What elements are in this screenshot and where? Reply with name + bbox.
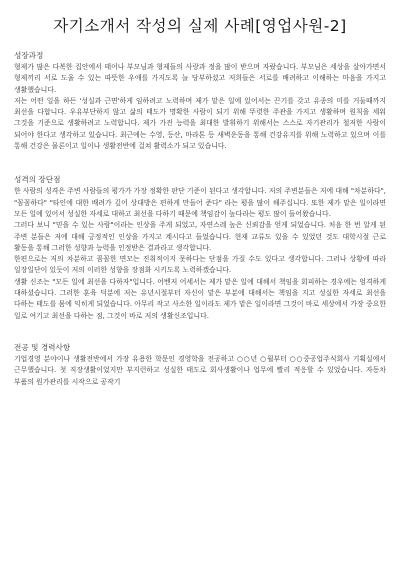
paragraph: 생활 신조는 "모든 일에 최선을 다하자"입니다. 어벤저 어세서는 제가 맡은 일에 대해서 책임을 회피하는 경우에는 엄격하게 대하셨습니다. 그러한 훈육 덕분에 저는 유년시절부터 자신이 맡은 부분에 대해서는 책임을 지고 성실한 자세로 최선을 다하는 태도를 몸에 익히게 되었습니다. 아무리 작고 사소한 일이라도 제가 맡은 일이라면 그것이 바로 세상에서 가장 중요한 일로 여기고 최선을 다하는 점, 그것이 바로 저의 생활신조입니다. — [14, 277, 386, 320]
document-title: 자기소개서 작성의 실제 사례[영업사원-2] — [53, 17, 347, 35]
paragraph: 그러다 보니 "믿을 수 있는 사람"이라는 인상을 주게 되었고, 자연스레 높은 신뢰감을 얻게 되었습니다. 처음 한 번 알게 된 주변 분들은 저에 대해 긍정적인 인상을 가지고 계시다고 들었습니다. 현재 교류도 있을 수 있었던 것도 대학시절 근로 활동을 통해 그러한 성향과 능력을 인정받은 결과라고 생각합니다. — [14, 221, 386, 252]
section-body — [14, 186, 386, 322]
paragraph: 형제가 많은 다복한 집안에서 태어나 부모님과 형제들의 사랑과 정을 많이 받으며 자랐습니다. 부모님은 세상을 살아가면서 형제끼리 서로 도울 수 있는 따뜻한 우애를 가지도록 늘 당부하셨고 저희들은 서로를 배려하고 이해하는 마음을 가지고 생활했습니다. — [14, 63, 386, 94]
paragraph: 저는 어떤 일을 하든 '성실과 근면'하게 임하려고 노력하며 제가 맡은 일에 있어서는 끈기를 갖고 유종의 미를 거둘때까지 최선을 다합니다. 우유부단하지 않고 삶의 태도가 명확한 사람이 되기 위해 뚜렷한 주관을 가지고 생활하며 원칙을 세워 그것을 기준으로 생활하려고 노력합니다. 제가 가진 능력을 최대한 발휘하기 위해서는 스스로 자기관리가 철저한 사람이 되어야 한다고 생각하고 있습니다. 최근에는 수영, 등산, 마라톤 등 새벽운동을 통해 건강유지를 위해 노력하고 있으며 이를 통해 건강은 물론이고 일이나 생활전반에 걸쳐 활력소가 되고 있습니다. — [14, 96, 386, 151]
section-body — [14, 62, 386, 152]
section-heading: 전공 및 경력사항 — [14, 342, 71, 352]
paragraph: 한편으로는 저의 차분하고 꼼꼼한 면모는 진취적이지 못하다는 단점을 가질 수도 있다고 생각합니다. 그러나 상황에 따라 일장일단이 있듯이 저의 이러한 성향을 장점화 시키도록 노력하겠습니다. — [14, 255, 386, 275]
paragraph: 한 사람의 성격은 주변 사람들의 평가가 가장 정확한 판단 기준이 된다고 생각합니다. 저의 주변분들은 저에 대해 "차분하다", "꼼꼼하다" "타인에 대한 배려가 깊어 상대방은 편하게 만들어 준다" 라는 평을 많이 해주십니다. 또한 제가 맡은 일이라면 모든 일에 있어서 성실한 자세로 대하고 최선을 다하기 때문에 책임감이 높다라는 평도 많이 들어왔습니다. — [14, 187, 386, 218]
paragraph: 기업경영 분야이나 생활전반에서 가장 유용한 학문인 경영학을 전공하고 ○○년 ○월부터 ○○중공업주식회사 기획실에서 근무했습니다. 첫 직장생활이었지만 부지런하고 성실한 태도로 회사생활이나 업무에 빨리 적응할 수 있었습니다. 자동차 부품의 원가관리를 시작으로 공작기 — [14, 354, 386, 386]
section-personality — [14, 174, 386, 322]
section-major-career — [14, 342, 386, 388]
section-heading: 성격의 장단점 — [14, 175, 61, 185]
section-heading: 성장과정 — [14, 51, 44, 60]
section-growth — [14, 50, 386, 152]
section-body — [14, 354, 386, 388]
